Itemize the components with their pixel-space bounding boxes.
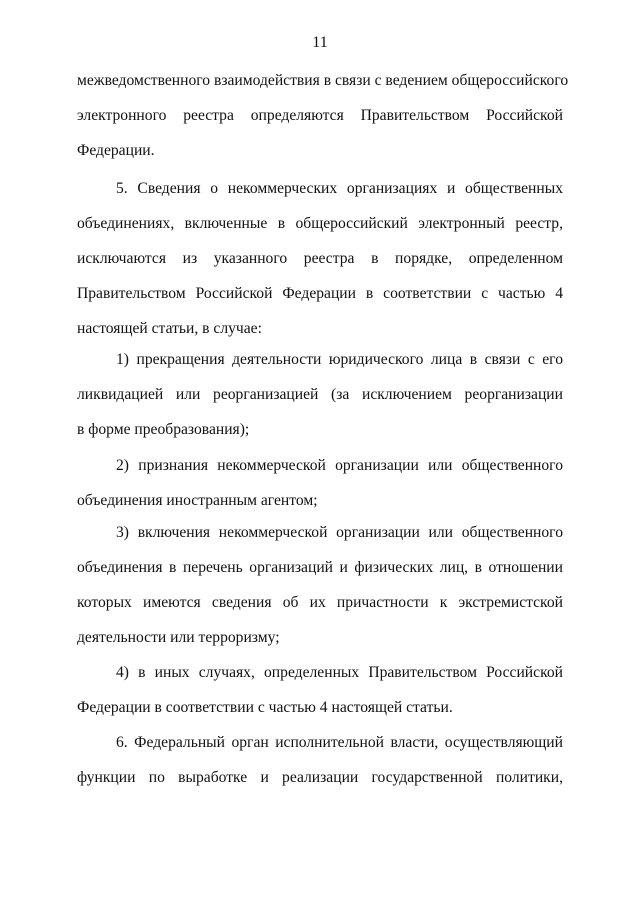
text-line: которых имеются сведения об их причастности к экстремистской <box>77 594 563 611</box>
text-line: объединения в перечень организаций и физических лиц, в отношении <box>77 559 563 576</box>
paragraph-subitem-1 <box>77 342 563 447</box>
page-number: 11 <box>312 34 328 51</box>
paragraph-item-6 <box>77 725 563 795</box>
text-line: в форме преобразования); <box>77 421 250 438</box>
text-line: электронного реестра определяются Правительством Российской <box>77 107 563 124</box>
text-line: настоящей статьи, в случае: <box>77 320 262 337</box>
paragraph-subitem-3 <box>77 515 563 655</box>
text-line: 6. Федеральный орган исполнительной власти, осуществляющий <box>116 734 563 751</box>
text-line: межведомственного взаимодействия в связи с ведением общероссийского <box>77 72 569 89</box>
text-line: Правительством Российской Федерации в соответствии с частью 4 <box>77 285 563 302</box>
text-line: Федерации в соответствии с частью 4 настоящей статьи. <box>77 699 453 716</box>
text-line: деятельности или терроризму; <box>77 629 280 646</box>
text-line: объединения иностранным агентом; <box>77 492 318 509</box>
text-line: ликвидацией или реорганизацией (за исключением реорганизации <box>77 386 563 403</box>
paragraph-subitem-2 <box>77 448 563 518</box>
paragraph-continuation <box>77 63 569 168</box>
text-line: 2) признания некоммерческой организации или общественного <box>116 457 563 474</box>
text-line: 3) включения некоммерческой организации или общественного <box>116 524 563 541</box>
text-line: 4) в иных случаях, определенных Правительством Российской <box>116 664 563 681</box>
text-line: Федерации. <box>77 142 155 159</box>
text-line: исключаются из указанного реестра в порядке, определенном <box>77 250 563 267</box>
paragraph-subitem-4 <box>77 655 563 725</box>
text-line: функции по выработке и реализации государственной политики, <box>77 769 563 786</box>
paragraph-item-5 <box>77 171 563 346</box>
text-line: 1) прекращения деятельности юридического лица в связи с его <box>116 351 563 368</box>
text-line: 5. Сведения о некоммерческих организациях и общественных <box>116 180 563 197</box>
text-line: объединениях, включенные в общероссийский электронный реестр, <box>77 215 563 232</box>
